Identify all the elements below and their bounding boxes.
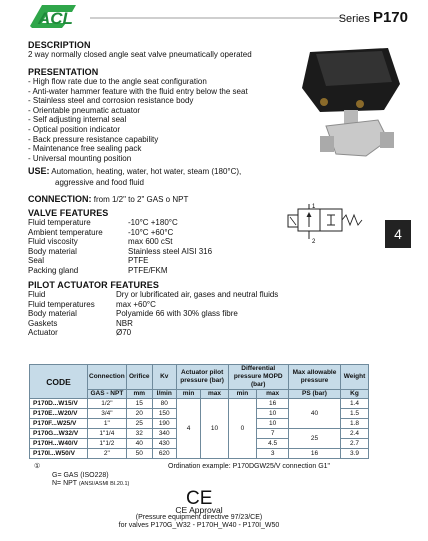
cell-kv: 190 <box>152 419 176 429</box>
pilot-features-heading: PILOT ACTUATOR FEATURES <box>28 280 159 290</box>
cell-code: P170F...W25/V <box>30 419 88 429</box>
cell-connection: 2" <box>88 449 127 459</box>
feature-value: Polyamide 66 with 30% glass fibre <box>116 309 238 319</box>
col-code: CODE <box>30 365 88 399</box>
description-heading: DESCRIPTION <box>28 40 91 50</box>
list-item: - Anti-water hammer feature with the fluid entry below the seat <box>28 86 248 96</box>
feature-value: Dry or lubrificated air, gases and neutral fluids <box>116 290 279 299</box>
note-npt-standard: (ANSI/ASMI BI.20.1) <box>78 481 130 487</box>
note-npt-label: N= NPT <box>52 480 77 487</box>
feature-value: -10°C +180°C <box>128 218 178 227</box>
valve-product-image <box>296 44 408 164</box>
cell-code: P170I...W50/V <box>30 449 88 459</box>
cell-orifice: 32 <box>126 429 152 439</box>
cell-orifice: 15 <box>126 399 152 409</box>
note-gas: G= GAS (ISO228) <box>52 471 109 479</box>
col-diff-max: max <box>257 390 289 399</box>
list-item: - Universal mounting position <box>28 153 132 163</box>
cell-weight: 1.4 <box>341 399 369 409</box>
footnotes <box>34 463 129 489</box>
cell-orifice: 25 <box>126 419 152 429</box>
feature-key: Body material <box>28 246 77 256</box>
cell-kv: 430 <box>152 439 176 449</box>
feature-row <box>28 237 212 247</box>
feature-key: Ambient temperature <box>28 227 103 237</box>
table-row <box>30 399 369 409</box>
valve-features-heading: VALVE FEATURES <box>28 208 109 218</box>
feature-key: Fluid <box>28 290 46 299</box>
header-stripe <box>90 17 345 19</box>
cell-diff-max: 16 <box>257 399 289 409</box>
header <box>0 0 428 33</box>
cell-code: P170D...W15/V <box>30 399 88 409</box>
feature-row <box>28 256 212 266</box>
col-pilot-pressure: Actuator pilot pressure (bar) <box>176 365 228 390</box>
cell-connection: 3/4" <box>88 409 127 419</box>
cell-weight: 2.4 <box>341 429 369 439</box>
acl-logo <box>28 2 90 30</box>
pilot-features-list <box>28 290 278 338</box>
list-item: - Optical position indicator <box>28 124 121 134</box>
valve-schematic-symbol <box>286 203 368 247</box>
col-pilot-max: max <box>201 390 228 399</box>
series-prefix: Series <box>338 13 370 25</box>
symbol-port-1: 1 <box>312 204 316 210</box>
col-diff-min: min <box>228 390 257 399</box>
cell-connection: 1" <box>88 419 127 429</box>
cell-kv: 150 <box>152 409 176 419</box>
col-weight: Weight <box>341 365 369 390</box>
feature-value: Stainless steel AISI 316 <box>128 246 213 256</box>
list-item: - Back pressure resistance capability <box>28 134 159 144</box>
cell-diff-min: 0 <box>228 399 257 459</box>
feature-key: Packing gland <box>28 265 79 275</box>
ordering-example: Ordination example: P170DGW25/V connection G1" <box>168 463 331 470</box>
col-kv: Kv <box>152 365 176 390</box>
cell-code: P170E...W20/V <box>30 409 88 419</box>
cell-weight: 1.8 <box>341 419 369 429</box>
list-item: - Orientable pneumatic actuator <box>28 105 141 115</box>
list-item: - Stainless steel and corrosion resistance body <box>28 96 194 106</box>
cell-kv: 620 <box>152 449 176 459</box>
note-symbol: ① <box>34 463 41 470</box>
svg-text:ACL: ACL <box>38 9 73 28</box>
feature-key: Fluid temperature <box>28 218 91 227</box>
use-section <box>28 166 241 188</box>
col-max-pressure: Max allowable pressure <box>289 365 341 390</box>
feature-row <box>28 247 212 257</box>
col-connection-sub: GAS - NPT <box>88 390 127 399</box>
col-orifice-unit: mm <box>126 390 152 399</box>
feature-row <box>28 290 278 300</box>
cell-diff-max: 7 <box>257 429 289 439</box>
cell-diff-max: 10 <box>257 409 289 419</box>
feature-row <box>28 300 278 310</box>
feature-key: Fluid temperatures <box>28 299 95 309</box>
cell-connection: 1/2" <box>88 399 127 409</box>
cell-diff-max: 4.5 <box>257 439 289 449</box>
list-item: - High flow rate due to the angle seat configuration <box>28 77 207 86</box>
feature-value: -10°C +60°C <box>128 227 174 237</box>
cell-code: P170G...W32/V <box>30 429 88 439</box>
cell-max-pressure: 16 <box>289 449 341 459</box>
cell-weight: 1.5 <box>341 409 369 419</box>
col-connection: Connection <box>88 365 127 390</box>
feature-value: Ø70 <box>116 328 132 338</box>
list-item: - Maintenance free sealing pack <box>28 144 142 154</box>
feature-value: max +60°C <box>116 299 156 309</box>
series-title <box>339 9 408 26</box>
cell-pilot-max: 10 <box>201 399 228 459</box>
use-text-line2: aggressive and food fluid <box>55 178 144 187</box>
list-item: - Self adjusting internal seal <box>28 115 127 125</box>
presentation-list <box>28 77 248 163</box>
cell-max-pressure: 25 <box>289 429 341 449</box>
valve-features-list <box>28 218 212 276</box>
feature-row <box>28 319 278 329</box>
note-npt <box>34 480 129 489</box>
cell-weight: 2.7 <box>341 439 369 449</box>
description-text: 2 way normally closed angle seat valve pneumatically operated <box>28 50 252 59</box>
col-diff-pressure: Differential pressure MOPD (bar) <box>228 365 289 390</box>
specifications-table <box>29 364 369 459</box>
feature-key: Fluid viscosity <box>28 237 78 247</box>
ce-approval-title: CE Approval <box>175 505 223 515</box>
ce-mark-logo <box>186 488 214 506</box>
ce-approval-block <box>84 506 314 530</box>
feature-row <box>28 228 212 238</box>
feature-key: Body material <box>28 309 77 319</box>
section-tab-number: 4 <box>385 220 411 248</box>
feature-key: Gaskets <box>28 318 58 328</box>
use-text-line1: Automation, heating, water, hot water, steam (180°C), <box>51 167 242 176</box>
connection-label: CONNECTION: <box>28 194 92 204</box>
col-weight-unit: Kg <box>341 390 369 399</box>
feature-row <box>28 328 278 338</box>
cell-connection: 1"1/4 <box>88 429 127 439</box>
feature-key: Seal <box>28 256 45 266</box>
cell-orifice: 40 <box>126 439 152 449</box>
connection-text: from 1/2" to 2" GAS o NPT <box>93 195 189 204</box>
cell-diff-max: 3 <box>257 449 289 459</box>
presentation-heading: PRESENTATION <box>28 67 99 77</box>
ce-valves: for valves P170G_W32 - P170H_W40 - P170I_W50 <box>118 522 280 529</box>
cell-diff-max: 10 <box>257 419 289 429</box>
feature-row <box>28 266 212 276</box>
cell-connection: 1"1/2 <box>88 439 127 449</box>
feature-row <box>28 309 278 319</box>
cell-kv: 80 <box>152 399 176 409</box>
cell-max-pressure: 40 <box>289 399 341 429</box>
cell-weight: 3.9 <box>341 449 369 459</box>
col-kv-unit: l/min <box>152 390 176 399</box>
feature-key: Actuator <box>28 328 58 338</box>
feature-value: PTFE <box>128 256 149 266</box>
ce-directive: (Pressure equipment directive 97/23/CE) <box>135 514 263 521</box>
cell-pilot-min: 4 <box>176 399 201 459</box>
ce-mark-text: CE <box>186 488 213 506</box>
cell-code: P170H...W40/V <box>30 439 88 449</box>
cell-orifice: 20 <box>126 409 152 419</box>
col-pilot-min: min <box>176 390 201 399</box>
feature-value: NBR <box>116 318 133 328</box>
cell-kv: 340 <box>152 429 176 439</box>
cell-orifice: 50 <box>126 449 152 459</box>
feature-row <box>28 218 212 228</box>
symbol-port-2: 2 <box>312 239 316 245</box>
use-label: USE: <box>28 166 50 176</box>
feature-value: max 600 cSt <box>128 237 173 247</box>
connection-section <box>28 194 188 204</box>
series-code: P170 <box>372 9 408 26</box>
feature-value: PTFE/FKM <box>128 265 168 275</box>
col-max-pressure-unit: PS (bar) <box>289 390 341 399</box>
col-orifice: Orifice <box>126 365 152 390</box>
